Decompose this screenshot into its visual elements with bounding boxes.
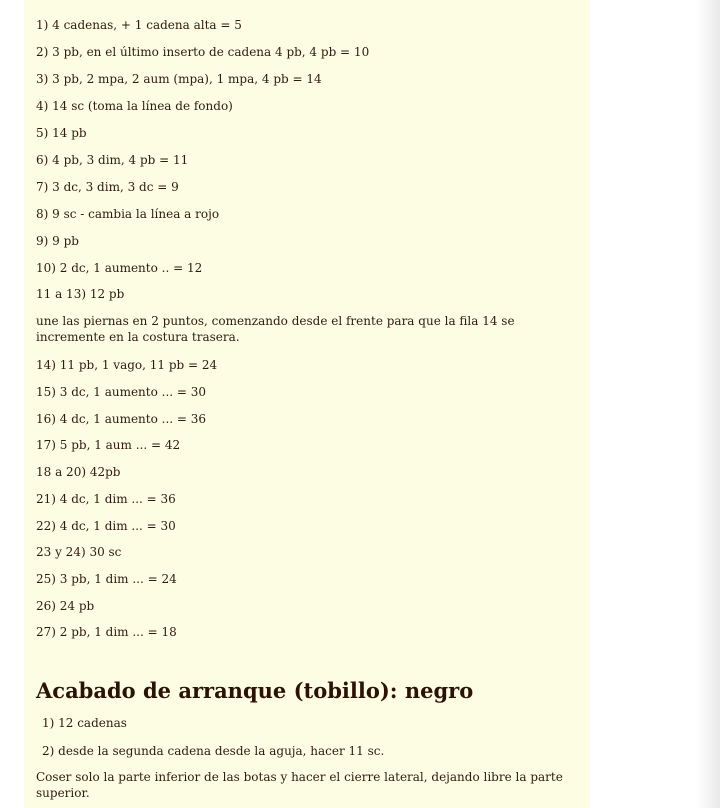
step-8: 8) 9 sc - cambia la línea a rojo <box>36 207 220 221</box>
step-25: 25) 3 pb, 1 dim ... = 24 <box>36 572 177 586</box>
step-16: 16) 4 dc, 1 aumento ... = 36 <box>36 412 207 426</box>
step-6: 6) 4 pb, 3 dim, 4 pb = 11 <box>36 153 189 167</box>
screen-edge-shadow <box>696 0 720 808</box>
step-4: 4) 14 sc (toma la línea de fondo) <box>36 99 233 113</box>
step-17: 17) 5 pb, 1 aum ... = 42 <box>36 438 181 452</box>
step-27: 27) 2 pb, 1 dim ... = 18 <box>36 625 177 639</box>
step-11-13: 11 a 13) 12 pb <box>36 287 125 301</box>
step-18-20: 18 a 20) 42pb <box>36 465 121 479</box>
step-26: 26) 24 pb <box>36 599 95 613</box>
section-heading: Acabado de arranque (tobillo): negro <box>36 678 474 703</box>
step-7: 7) 3 dc, 3 dim, 3 dc = 9 <box>36 180 179 194</box>
finish-step-2: 2) desde la segunda cadena desde la aguja, hacer 11 sc. <box>42 744 385 758</box>
step-15: 15) 3 dc, 1 aumento ... = 30 <box>36 385 207 399</box>
step-10: 10) 2 dc, 1 aumento .. = 12 <box>36 261 203 275</box>
step-9: 9) 9 pb <box>36 234 79 248</box>
step-2: 2) 3 pb, en el último inserto de cadena 4 pb, 4 pb = 10 <box>36 45 370 59</box>
finish-step-1: 1) 12 cadenas <box>42 716 127 730</box>
step-1: 1) 4 cadenas, + 1 cadena alta = 5 <box>36 18 242 32</box>
step-14: 14) 11 pb, 1 vago, 11 pb = 24 <box>36 358 218 372</box>
step-22: 22) 4 dc, 1 dim ... = 30 <box>36 519 176 533</box>
step-5: 5) 14 pb <box>36 126 87 140</box>
pattern-page <box>24 0 590 808</box>
step-3: 3) 3 pb, 2 mpa, 2 aum (mpa), 1 mpa, 4 pb = 14 <box>36 72 322 86</box>
step-21: 21) 4 dc, 1 dim ... = 36 <box>36 492 176 506</box>
closing-note: Coser solo la parte inferior de las botas y hacer el cierre lateral, dejando libre la parte superior. <box>36 770 563 800</box>
step-23-24: 23 y 24) 30 sc <box>36 545 122 559</box>
join-legs-note: une las piernas en 2 puntos, comenzando desde el frente para que la fila 14 se incremente en la costura trasera. <box>36 314 515 344</box>
